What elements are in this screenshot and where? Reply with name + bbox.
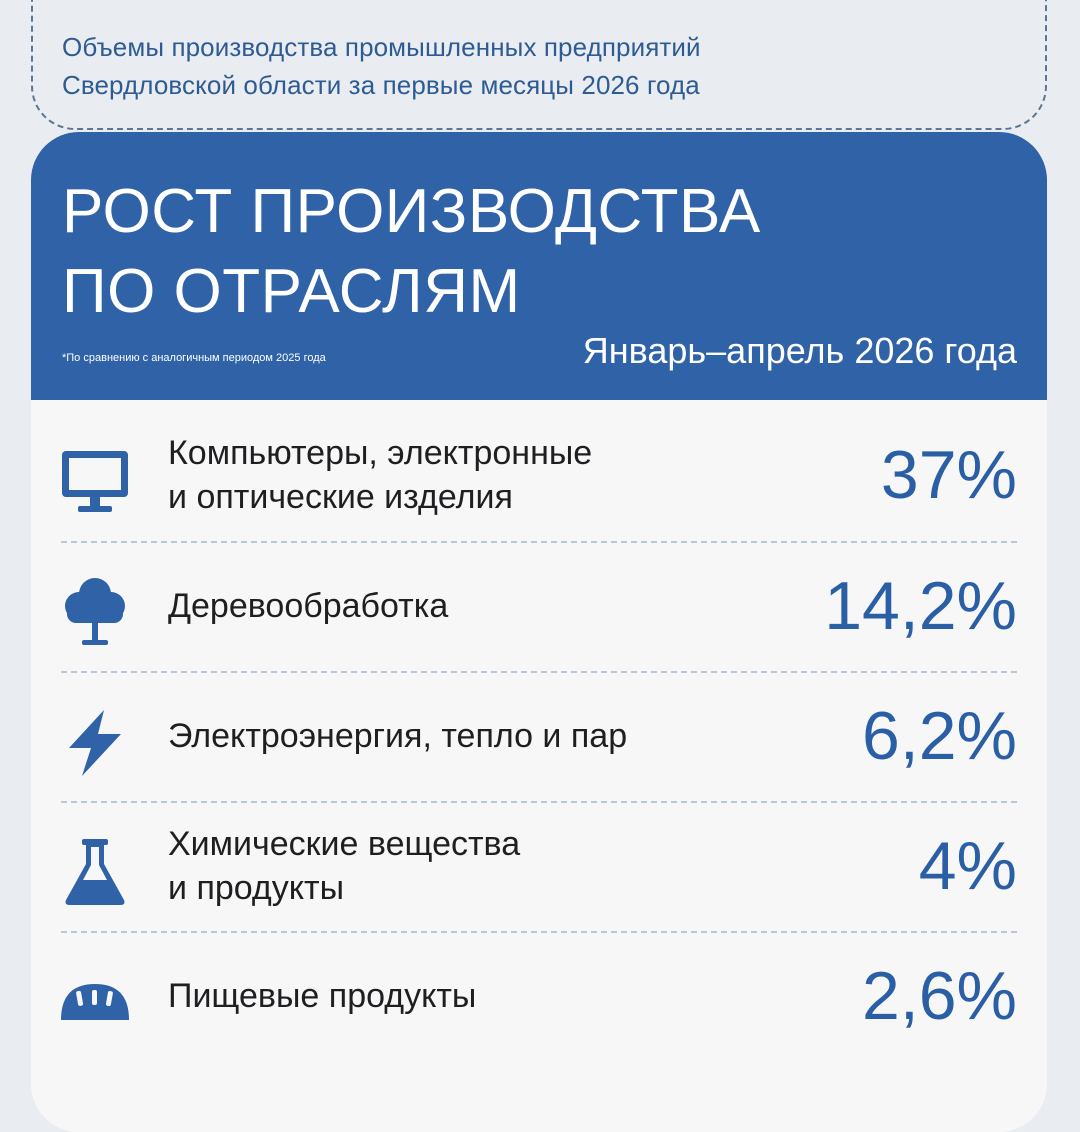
industry-value: 37% xyxy=(880,437,1017,513)
card-header xyxy=(31,132,1047,400)
page-title xyxy=(62,172,761,332)
industry-value: 4% xyxy=(918,828,1017,904)
monitor-icon xyxy=(57,443,133,519)
subtitle-line-1: Объемы производства промышленных предприятий xyxy=(62,32,701,62)
bread-icon xyxy=(57,964,133,1040)
industry-value: 6,2% xyxy=(862,698,1017,774)
tree-icon xyxy=(57,574,133,650)
industry-label: Компьютеры, электронные и оптические изделия xyxy=(168,434,593,516)
industry-value: 14,2% xyxy=(824,568,1017,644)
title-line-2: ПО ОТРАСЛЯМ xyxy=(62,257,521,326)
title-line-1: РОСТ ПРОИЗВОДСТВА xyxy=(62,177,761,246)
industry-label: Деревообработка xyxy=(168,587,449,625)
subtitle xyxy=(62,28,962,104)
industry-label: Пищевые продукты xyxy=(168,977,477,1015)
period-label: Январь–апрель 2026 года xyxy=(582,330,1017,371)
list-item xyxy=(31,932,1047,1060)
list-item xyxy=(31,672,1047,800)
list-item xyxy=(31,542,1047,670)
industry-label: Электроэнергия, тепло и пар xyxy=(168,717,628,755)
subtitle-line-2: Свердловской области за первые месяцы 2026 года xyxy=(62,70,700,100)
industry-value: 2,6% xyxy=(862,958,1017,1034)
industry-label: Химические вещества и продукты xyxy=(168,825,521,907)
list-item xyxy=(31,802,1047,930)
list-item xyxy=(31,411,1047,539)
flask-icon xyxy=(57,834,133,910)
industries-card xyxy=(31,132,1047,1132)
lightning-icon xyxy=(57,704,133,780)
footnote: *По сравнению с аналогичным периодом 2025 года xyxy=(62,352,326,364)
